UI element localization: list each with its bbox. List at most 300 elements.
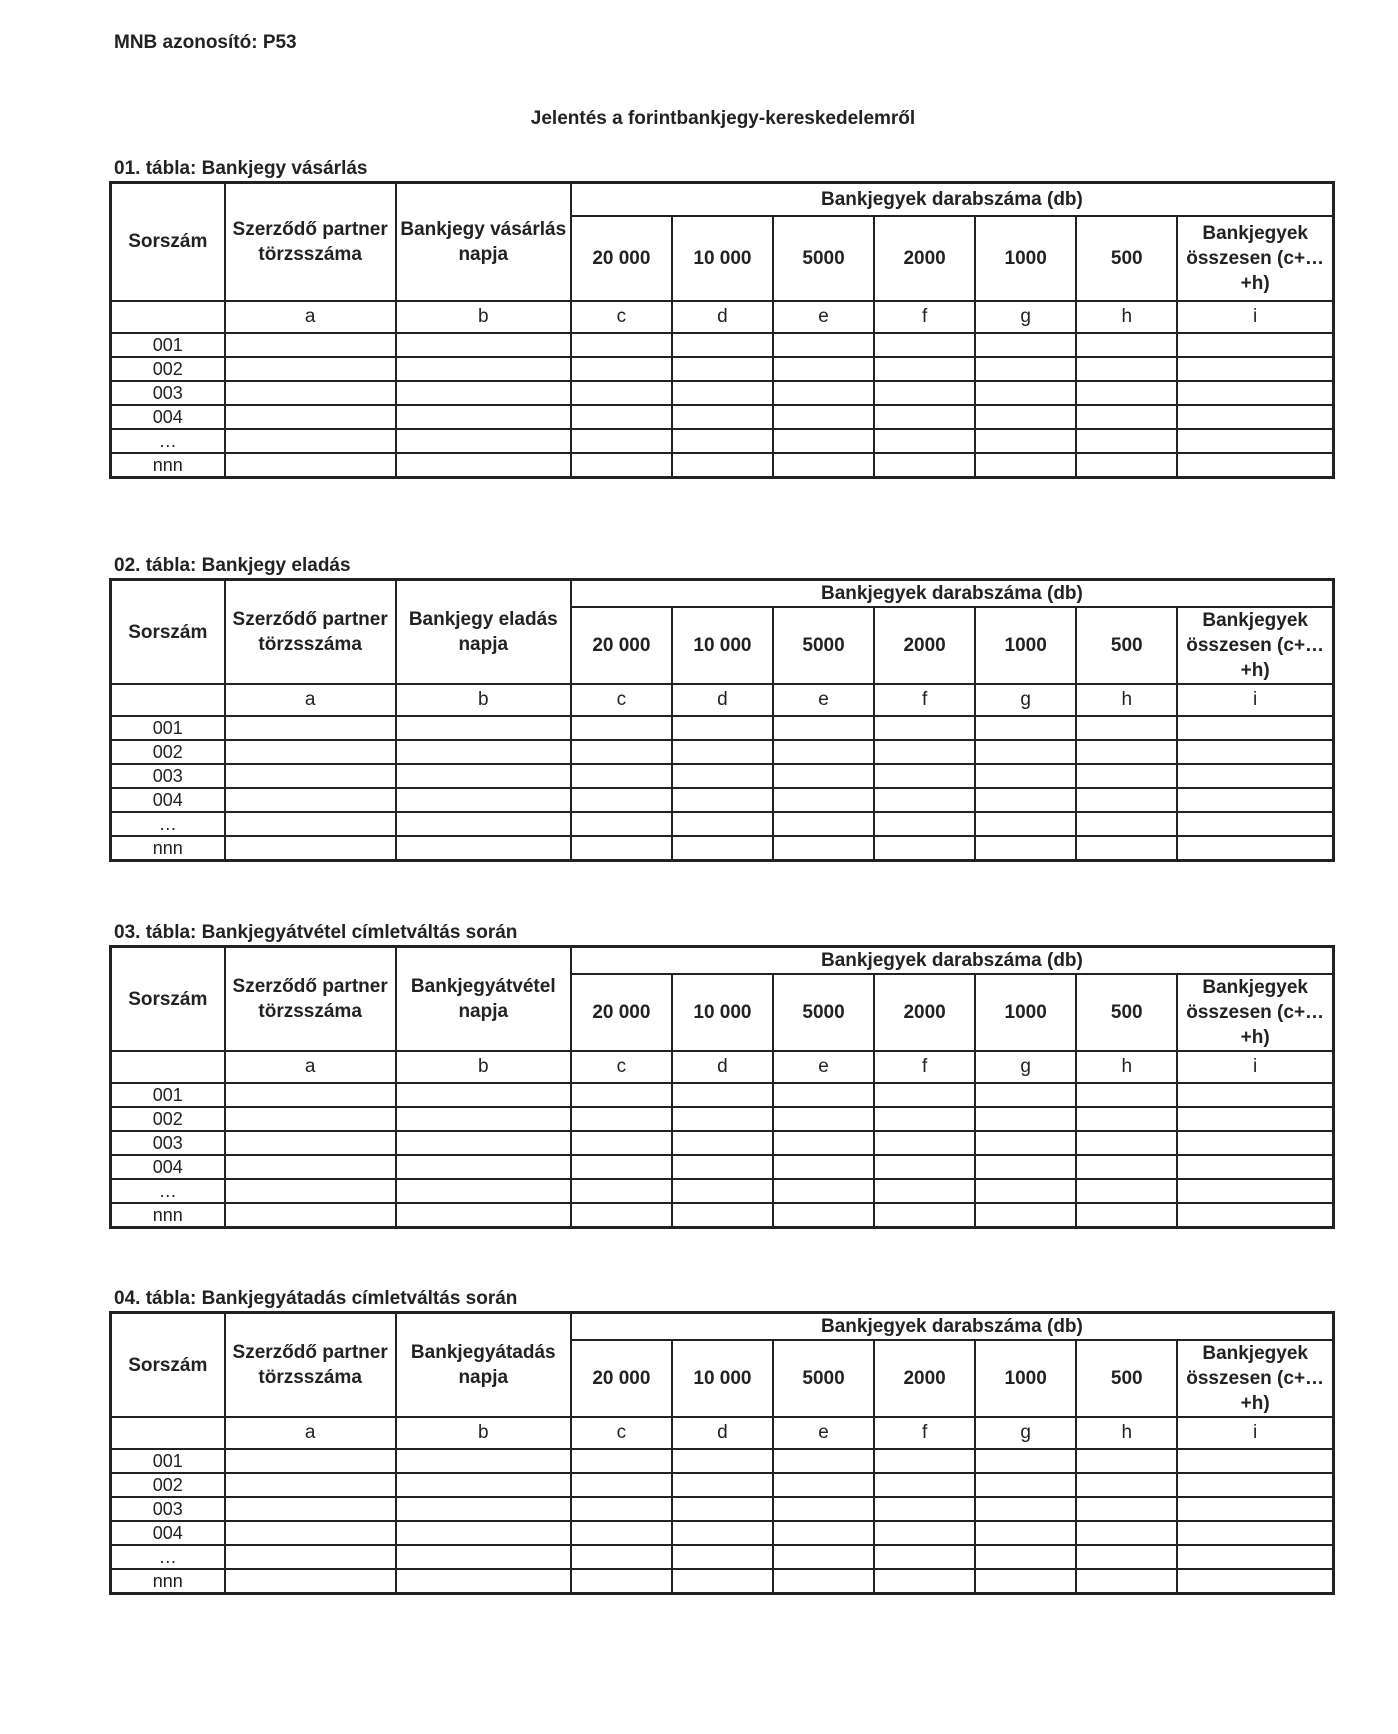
data-cell[interactable] — [1076, 405, 1177, 429]
data-cell[interactable] — [773, 429, 874, 453]
data-cell[interactable] — [672, 429, 773, 453]
data-cell[interactable] — [672, 1569, 773, 1594]
row-number: 003 — [111, 1497, 225, 1521]
data-cell[interactable] — [975, 429, 1076, 453]
data-cell[interactable] — [975, 1203, 1076, 1228]
data-cell[interactable] — [672, 1521, 773, 1545]
letter-cell: g — [975, 684, 1076, 716]
data-cell[interactable] — [773, 1569, 874, 1594]
row-number: 003 — [111, 381, 225, 405]
data-cell[interactable] — [1177, 764, 1333, 788]
data-cell[interactable] — [396, 1131, 571, 1155]
data-cell[interactable] — [571, 1131, 672, 1155]
row-number: 004 — [111, 405, 225, 429]
data-cell[interactable] — [1177, 1131, 1333, 1155]
header-date: Bankjegyátadás napja — [396, 1313, 571, 1418]
data-cell[interactable] — [975, 1521, 1076, 1545]
data-cell[interactable] — [1177, 1449, 1333, 1473]
data-cell[interactable] — [225, 453, 396, 478]
letter-cell: h — [1076, 1051, 1177, 1083]
data-cell[interactable] — [975, 405, 1076, 429]
data-cell[interactable] — [672, 1449, 773, 1473]
data-cell[interactable] — [571, 1107, 672, 1131]
data-cell[interactable] — [225, 1521, 396, 1545]
data-cell[interactable] — [773, 764, 874, 788]
data-cell[interactable] — [672, 740, 773, 764]
letter-cell: i — [1177, 1417, 1333, 1449]
data-cell[interactable] — [571, 1473, 672, 1497]
header-denom-20000: 20 000 — [571, 607, 672, 684]
data-cell[interactable] — [672, 764, 773, 788]
table-row — [111, 1497, 1334, 1521]
data-cell[interactable] — [975, 1569, 1076, 1594]
data-cell[interactable] — [571, 788, 672, 812]
data-cell[interactable] — [1076, 1545, 1177, 1569]
data-cell[interactable] — [1076, 1107, 1177, 1131]
data-cell[interactable] — [396, 1449, 571, 1473]
data-cell[interactable] — [225, 1449, 396, 1473]
data-cell[interactable] — [1177, 740, 1333, 764]
data-cell[interactable] — [396, 1473, 571, 1497]
data-cell[interactable] — [1076, 1155, 1177, 1179]
data-cell[interactable] — [672, 357, 773, 381]
data-cell[interactable] — [571, 1545, 672, 1569]
data-cell[interactable] — [571, 381, 672, 405]
row-number: 004 — [111, 1521, 225, 1545]
row-number: … — [111, 812, 225, 836]
data-cell[interactable] — [773, 1203, 874, 1228]
data-cell[interactable] — [396, 1155, 571, 1179]
data-cell[interactable] — [225, 812, 396, 836]
table-row — [111, 429, 1334, 453]
letter-cell: h — [1076, 684, 1177, 716]
data-cell[interactable] — [672, 1155, 773, 1179]
data-cell[interactable] — [975, 1497, 1076, 1521]
letter-cell: g — [975, 1051, 1076, 1083]
letter-cell: i — [1177, 301, 1333, 333]
data-cell[interactable] — [225, 1155, 396, 1179]
table-row — [111, 1449, 1334, 1473]
data-cell[interactable] — [396, 836, 571, 861]
data-cell[interactable] — [1076, 1473, 1177, 1497]
data-cell[interactable] — [874, 405, 975, 429]
header-total: Bankjegyek összesen (c+…+h) — [1177, 974, 1333, 1051]
letter-cell: e — [773, 1417, 874, 1449]
data-cell[interactable] — [874, 1203, 975, 1228]
table-section-04 — [109, 1288, 1335, 1595]
data-cell[interactable] — [225, 429, 396, 453]
letter-cell: a — [225, 301, 396, 333]
data-cell[interactable] — [975, 1449, 1076, 1473]
table-row — [111, 357, 1334, 381]
data-cell[interactable] — [571, 812, 672, 836]
row-number: 002 — [111, 1107, 225, 1131]
data-cell[interactable] — [874, 1473, 975, 1497]
data-cell[interactable] — [1177, 716, 1333, 740]
data-cell[interactable] — [874, 1545, 975, 1569]
data-cell[interactable] — [672, 405, 773, 429]
data-cell[interactable] — [874, 333, 975, 357]
data-cell[interactable] — [874, 1449, 975, 1473]
data-cell[interactable] — [571, 333, 672, 357]
data-cell[interactable] — [672, 1545, 773, 1569]
header-group: Bankjegyek darabszáma (db) — [571, 580, 1334, 608]
row-number: 004 — [111, 1155, 225, 1179]
data-cell[interactable] — [773, 836, 874, 861]
letter-cell: c — [571, 684, 672, 716]
data-cell[interactable] — [1177, 836, 1333, 861]
report-table — [109, 578, 1335, 862]
data-cell[interactable] — [874, 764, 975, 788]
data-cell[interactable] — [874, 740, 975, 764]
row-number: 002 — [111, 357, 225, 381]
data-cell[interactable] — [773, 1449, 874, 1473]
data-cell[interactable] — [672, 453, 773, 478]
data-cell[interactable] — [773, 1155, 874, 1179]
data-cell[interactable] — [874, 1155, 975, 1179]
header-total: Bankjegyek összesen (c+…+h) — [1177, 1340, 1333, 1417]
data-cell[interactable] — [396, 333, 571, 357]
data-cell[interactable] — [874, 453, 975, 478]
data-cell[interactable] — [396, 1521, 571, 1545]
row-number: 001 — [111, 716, 225, 740]
data-cell[interactable] — [1177, 333, 1333, 357]
data-cell[interactable] — [571, 716, 672, 740]
data-cell[interactable] — [672, 1179, 773, 1203]
data-cell[interactable] — [975, 788, 1076, 812]
data-cell[interactable] — [672, 1497, 773, 1521]
data-cell[interactable] — [1177, 405, 1333, 429]
data-cell[interactable] — [225, 788, 396, 812]
data-cell[interactable] — [874, 1083, 975, 1107]
data-cell[interactable] — [1076, 381, 1177, 405]
letter-cell-blank — [111, 301, 225, 333]
data-cell[interactable] — [975, 333, 1076, 357]
data-cell[interactable] — [1076, 764, 1177, 788]
data-cell[interactable] — [975, 1107, 1076, 1131]
data-cell[interactable] — [396, 357, 571, 381]
data-cell[interactable] — [571, 1083, 672, 1107]
table-row — [111, 812, 1334, 836]
table-title: 03. tábla: Bankjegyátvétel címletváltás során — [114, 922, 518, 943]
data-cell[interactable] — [874, 1179, 975, 1203]
row-number: nnn — [111, 836, 225, 861]
data-cell[interactable] — [773, 1521, 874, 1545]
data-cell[interactable] — [1076, 1203, 1177, 1228]
data-cell[interactable] — [1076, 740, 1177, 764]
data-cell[interactable] — [672, 788, 773, 812]
header-denom-1000: 1000 — [975, 1340, 1076, 1417]
document-title: Jelentés a forintbankjegy-kereskedelemről — [530, 108, 916, 129]
data-cell[interactable] — [975, 1131, 1076, 1155]
data-cell[interactable] — [672, 812, 773, 836]
header-partner: Szerződő partner törzsszáma — [225, 183, 396, 301]
data-cell[interactable] — [225, 1203, 396, 1228]
data-cell[interactable] — [773, 1545, 874, 1569]
data-cell[interactable] — [225, 836, 396, 861]
row-number: 003 — [111, 764, 225, 788]
data-cell[interactable] — [672, 716, 773, 740]
header-denom-20000: 20 000 — [571, 974, 672, 1051]
data-cell[interactable] — [571, 453, 672, 478]
data-cell[interactable] — [571, 1203, 672, 1228]
data-cell[interactable] — [975, 812, 1076, 836]
data-cell[interactable] — [1076, 716, 1177, 740]
data-cell[interactable] — [773, 1131, 874, 1155]
letter-cell: i — [1177, 684, 1333, 716]
data-cell[interactable] — [1076, 1179, 1177, 1203]
row-number: 001 — [111, 1083, 225, 1107]
letter-cell: f — [874, 1051, 975, 1083]
header-denom-10000: 10 000 — [672, 1340, 773, 1417]
data-cell[interactable] — [1177, 453, 1333, 478]
data-cell[interactable] — [1177, 1203, 1333, 1228]
data-cell[interactable] — [874, 1107, 975, 1131]
data-cell[interactable] — [571, 740, 672, 764]
data-cell[interactable] — [225, 333, 396, 357]
data-cell[interactable] — [1076, 1569, 1177, 1594]
data-cell[interactable] — [874, 812, 975, 836]
data-cell[interactable] — [225, 1131, 396, 1155]
data-cell[interactable] — [571, 357, 672, 381]
data-cell[interactable] — [975, 740, 1076, 764]
header-denom-20000: 20 000 — [571, 1340, 672, 1417]
data-cell[interactable] — [672, 1131, 773, 1155]
data-cell[interactable] — [874, 429, 975, 453]
data-cell[interactable] — [672, 1083, 773, 1107]
table-title: 01. tábla: Bankjegy vásárlás — [114, 158, 368, 179]
data-cell[interactable] — [571, 429, 672, 453]
data-cell[interactable] — [396, 788, 571, 812]
data-cell[interactable] — [1177, 1521, 1333, 1545]
row-number: … — [111, 1179, 225, 1203]
data-cell[interactable] — [225, 1497, 396, 1521]
data-cell[interactable] — [1177, 1155, 1333, 1179]
data-cell[interactable] — [672, 381, 773, 405]
letter-cell: e — [773, 1051, 874, 1083]
letter-cell: d — [672, 301, 773, 333]
data-cell[interactable] — [975, 1083, 1076, 1107]
data-cell[interactable] — [1076, 1083, 1177, 1107]
data-cell[interactable] — [773, 405, 874, 429]
data-cell[interactable] — [773, 716, 874, 740]
header-group: Bankjegyek darabszáma (db) — [571, 183, 1334, 216]
data-cell[interactable] — [1076, 1131, 1177, 1155]
data-cell[interactable] — [874, 381, 975, 405]
data-cell[interactable] — [1076, 1449, 1177, 1473]
header-partner: Szerződő partner törzsszáma — [225, 1313, 396, 1418]
data-cell[interactable] — [773, 1083, 874, 1107]
data-cell[interactable] — [571, 405, 672, 429]
header-group: Bankjegyek darabszáma (db) — [571, 1313, 1334, 1341]
data-cell[interactable] — [975, 1179, 1076, 1203]
header-denom-10000: 10 000 — [672, 974, 773, 1051]
data-cell[interactable] — [1177, 1473, 1333, 1497]
letter-cell: f — [874, 684, 975, 716]
data-cell[interactable] — [396, 1179, 571, 1203]
data-cell[interactable] — [571, 1521, 672, 1545]
data-cell[interactable] — [773, 1473, 874, 1497]
data-cell[interactable] — [773, 381, 874, 405]
data-cell[interactable] — [672, 1107, 773, 1131]
data-cell[interactable] — [975, 1473, 1076, 1497]
header-denom-500: 500 — [1076, 1340, 1177, 1417]
data-cell[interactable] — [874, 1521, 975, 1545]
row-number: 002 — [111, 740, 225, 764]
data-cell[interactable] — [396, 716, 571, 740]
data-cell[interactable] — [571, 1569, 672, 1594]
data-cell[interactable] — [773, 357, 874, 381]
data-cell[interactable] — [225, 381, 396, 405]
table-section-03 — [109, 922, 1335, 1229]
data-cell[interactable] — [672, 836, 773, 861]
data-cell[interactable] — [1177, 381, 1333, 405]
data-cell[interactable] — [975, 453, 1076, 478]
data-cell[interactable] — [396, 1107, 571, 1131]
data-cell[interactable] — [773, 453, 874, 478]
header-group: Bankjegyek darabszáma (db) — [571, 947, 1334, 975]
header-denom-1000: 1000 — [975, 974, 1076, 1051]
data-cell[interactable] — [1177, 357, 1333, 381]
data-cell[interactable] — [773, 788, 874, 812]
data-cell[interactable] — [396, 405, 571, 429]
data-cell[interactable] — [571, 1497, 672, 1521]
data-cell[interactable] — [396, 453, 571, 478]
header-denom-5000: 5000 — [773, 974, 874, 1051]
data-cell[interactable] — [396, 429, 571, 453]
data-cell[interactable] — [396, 381, 571, 405]
data-cell[interactable] — [1076, 429, 1177, 453]
header-date: Bankjegy vásárlás napja — [396, 183, 571, 301]
data-cell[interactable] — [571, 1179, 672, 1203]
letter-cell-blank — [111, 1417, 225, 1449]
letter-cell: e — [773, 301, 874, 333]
data-cell[interactable] — [773, 740, 874, 764]
row-number: … — [111, 1545, 225, 1569]
data-cell[interactable] — [975, 836, 1076, 861]
row-number: 001 — [111, 333, 225, 357]
header-denom-5000: 5000 — [773, 607, 874, 684]
data-cell[interactable] — [874, 716, 975, 740]
data-cell[interactable] — [773, 1497, 874, 1521]
letter-cell: d — [672, 1417, 773, 1449]
data-cell[interactable] — [396, 764, 571, 788]
table-row — [111, 1545, 1334, 1569]
data-cell[interactable] — [1177, 812, 1333, 836]
header-denom-2000: 2000 — [874, 607, 975, 684]
data-cell[interactable] — [225, 1473, 396, 1497]
table-section-01 — [109, 158, 1335, 479]
data-cell[interactable] — [225, 740, 396, 764]
data-cell[interactable] — [225, 357, 396, 381]
data-cell[interactable] — [773, 333, 874, 357]
letter-cell: g — [975, 301, 1076, 333]
data-cell[interactable] — [1076, 788, 1177, 812]
data-cell[interactable] — [1076, 453, 1177, 478]
data-cell[interactable] — [1177, 1497, 1333, 1521]
header-sorszam: Sorszám — [111, 580, 225, 685]
data-cell[interactable] — [396, 1203, 571, 1228]
header-denom-2000: 2000 — [874, 974, 975, 1051]
data-cell[interactable] — [975, 381, 1076, 405]
letter-cell: g — [975, 1417, 1076, 1449]
data-cell[interactable] — [1076, 333, 1177, 357]
table-row — [111, 1521, 1334, 1545]
data-cell[interactable] — [571, 764, 672, 788]
data-cell[interactable] — [1076, 1521, 1177, 1545]
data-cell[interactable] — [773, 1179, 874, 1203]
data-cell[interactable] — [874, 1497, 975, 1521]
table-row — [111, 1083, 1334, 1107]
data-cell[interactable] — [1076, 812, 1177, 836]
data-cell[interactable] — [1177, 429, 1333, 453]
data-cell[interactable] — [1076, 357, 1177, 381]
data-cell[interactable] — [672, 1203, 773, 1228]
data-cell[interactable] — [1177, 788, 1333, 812]
data-cell[interactable] — [396, 1497, 571, 1521]
data-cell[interactable] — [571, 1449, 672, 1473]
data-cell[interactable] — [225, 1107, 396, 1131]
data-cell[interactable] — [1076, 1497, 1177, 1521]
letter-cell-blank — [111, 684, 225, 716]
data-cell[interactable] — [672, 1473, 773, 1497]
data-cell[interactable] — [975, 1155, 1076, 1179]
header-sorszam: Sorszám — [111, 183, 225, 301]
data-cell[interactable] — [874, 357, 975, 381]
table-row — [111, 1569, 1334, 1594]
data-cell[interactable] — [396, 812, 571, 836]
letter-cell: i — [1177, 1051, 1333, 1083]
data-cell[interactable] — [225, 1179, 396, 1203]
data-cell[interactable] — [773, 812, 874, 836]
data-cell[interactable] — [874, 1569, 975, 1594]
data-cell[interactable] — [225, 764, 396, 788]
data-cell[interactable] — [1177, 1569, 1333, 1594]
data-cell[interactable] — [396, 1569, 571, 1594]
header-denom-500: 500 — [1076, 974, 1177, 1051]
data-cell[interactable] — [1177, 1545, 1333, 1569]
data-cell[interactable] — [874, 836, 975, 861]
data-cell[interactable] — [571, 836, 672, 861]
data-cell[interactable] — [975, 1545, 1076, 1569]
data-cell[interactable] — [225, 716, 396, 740]
data-cell[interactable] — [571, 1155, 672, 1179]
data-cell[interactable] — [1177, 1179, 1333, 1203]
data-cell[interactable] — [874, 788, 975, 812]
data-cell[interactable] — [1177, 1083, 1333, 1107]
data-cell[interactable] — [975, 764, 1076, 788]
data-cell[interactable] — [1177, 1107, 1333, 1131]
data-cell[interactable] — [225, 1545, 396, 1569]
data-cell[interactable] — [672, 333, 773, 357]
data-cell[interactable] — [874, 1131, 975, 1155]
data-cell[interactable] — [225, 405, 396, 429]
data-cell[interactable] — [975, 716, 1076, 740]
data-cell[interactable] — [1076, 836, 1177, 861]
letter-cell: h — [1076, 301, 1177, 333]
data-cell[interactable] — [975, 357, 1076, 381]
header-denom-500: 500 — [1076, 216, 1177, 301]
letter-cell: d — [672, 1051, 773, 1083]
data-cell[interactable] — [396, 1083, 571, 1107]
row-number: 001 — [111, 1449, 225, 1473]
data-cell[interactable] — [396, 740, 571, 764]
data-cell[interactable] — [396, 1545, 571, 1569]
data-cell[interactable] — [773, 1107, 874, 1131]
data-cell[interactable] — [225, 1569, 396, 1594]
header-total: Bankjegyek összesen (c+…+h) — [1177, 607, 1333, 684]
data-cell[interactable] — [225, 1083, 396, 1107]
